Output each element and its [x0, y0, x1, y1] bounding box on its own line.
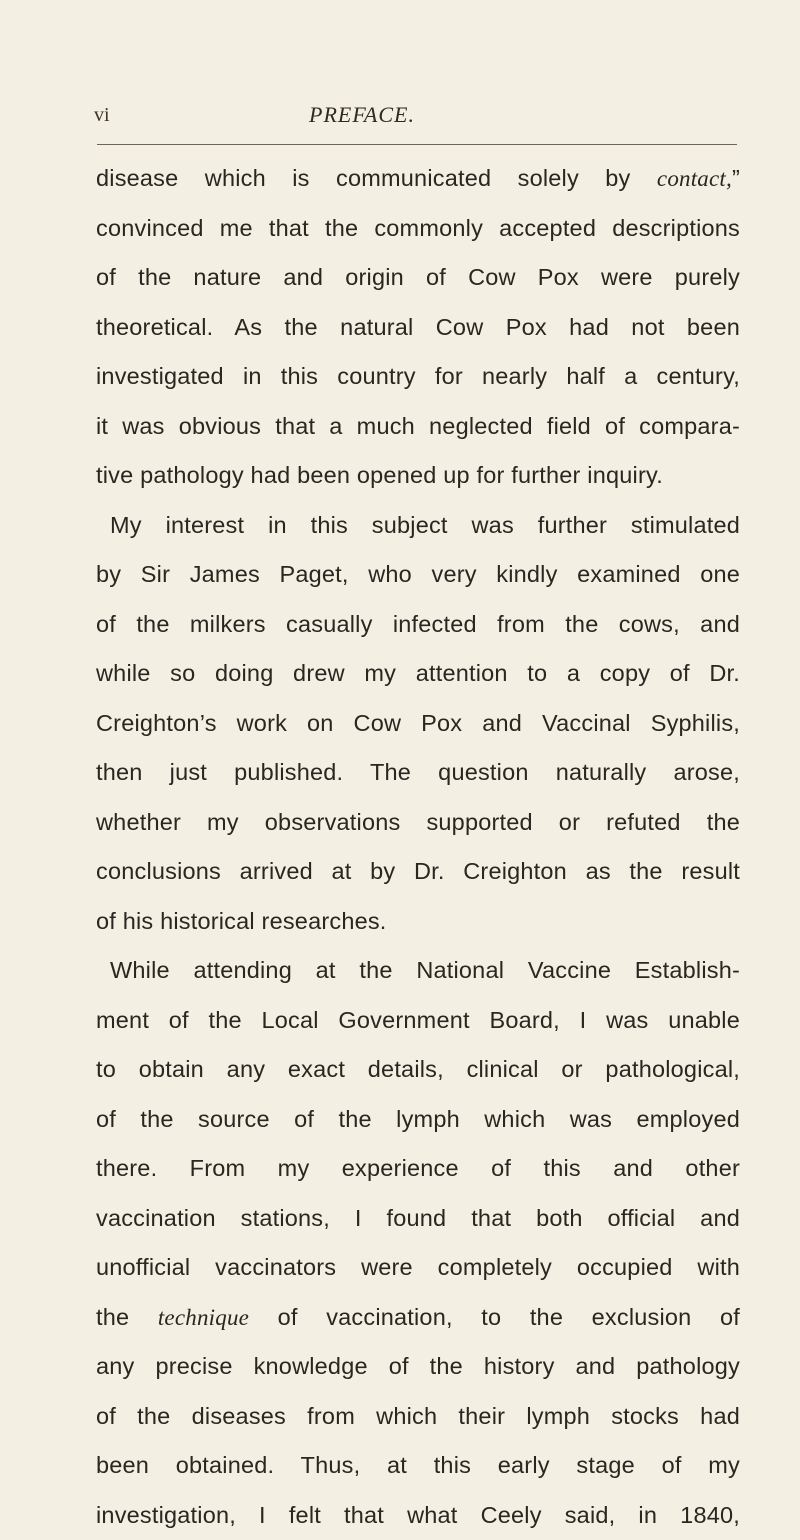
running-head: PREFACE.	[309, 102, 415, 128]
italic-word-technique: technique	[158, 1305, 249, 1330]
text-line-16: of his historical researches.	[96, 897, 740, 947]
text-line-8: My interest in this subject was further stimulated	[96, 501, 740, 551]
text-line-6: it was obvious that a much neglected field of compara-	[96, 402, 740, 452]
preface-body-text	[96, 154, 740, 1540]
text-line-24: the technique of vaccination, to the exclusion of	[96, 1293, 740, 1343]
text-line-5: investigated in this country for nearly half a century,	[96, 352, 740, 402]
text-line-19: to obtain any exact details, clinical or pathological,	[96, 1045, 740, 1095]
text-line-3: of the nature and origin of Cow Pox were purely	[96, 253, 740, 303]
text-line-22: vaccination stations, I found that both official and	[96, 1194, 740, 1244]
text-line-17: While attending at the National Vaccine Establish-	[96, 946, 740, 996]
text-line-1: disease which is communicated solely by contact,”	[96, 154, 740, 204]
header-rule	[97, 144, 737, 145]
text-line-21: there. From my experience of this and other	[96, 1144, 740, 1194]
text-line-9: by Sir James Paget, who very kindly examined one	[96, 550, 740, 600]
text-line-7: tive pathology had been opened up for further inquiry.	[96, 451, 740, 501]
text-line-18: ment of the Local Government Board, I was unable	[96, 996, 740, 1046]
text-line-25: any precise knowledge of the history and pathology	[96, 1342, 740, 1392]
text-line-13: then just published. The question naturally arose,	[96, 748, 740, 798]
text-line-12: Creighton’s work on Cow Pox and Vaccinal Syphilis,	[96, 699, 740, 749]
text-line-15: conclusions arrived at by Dr. Creighton as the result	[96, 847, 740, 897]
text-line-10: of the milkers casually infected from the cows, and	[96, 600, 740, 650]
text-line-14: whether my observations supported or refuted the	[96, 798, 740, 848]
text-line-11: while so doing drew my attention to a copy of Dr.	[96, 649, 740, 699]
text-line-4: theoretical. As the natural Cow Pox had not been	[96, 303, 740, 353]
text-line-27: been obtained. Thus, at this early stage of my	[96, 1441, 740, 1491]
italic-word-contact: contact,	[657, 166, 732, 191]
page-number: vi	[94, 104, 110, 127]
text-line-26: of the diseases from which their lymph stocks had	[96, 1392, 740, 1442]
text-line-20: of the source of the lymph which was employed	[96, 1095, 740, 1145]
text-line-23: unofficial vaccinators were completely occupied with	[96, 1243, 740, 1293]
text-line-2: convinced me that the commonly accepted descriptions	[96, 204, 740, 254]
text-line-28: investigation, I felt that what Ceely said, in 1840,	[96, 1491, 740, 1540]
page-header	[94, 104, 734, 134]
